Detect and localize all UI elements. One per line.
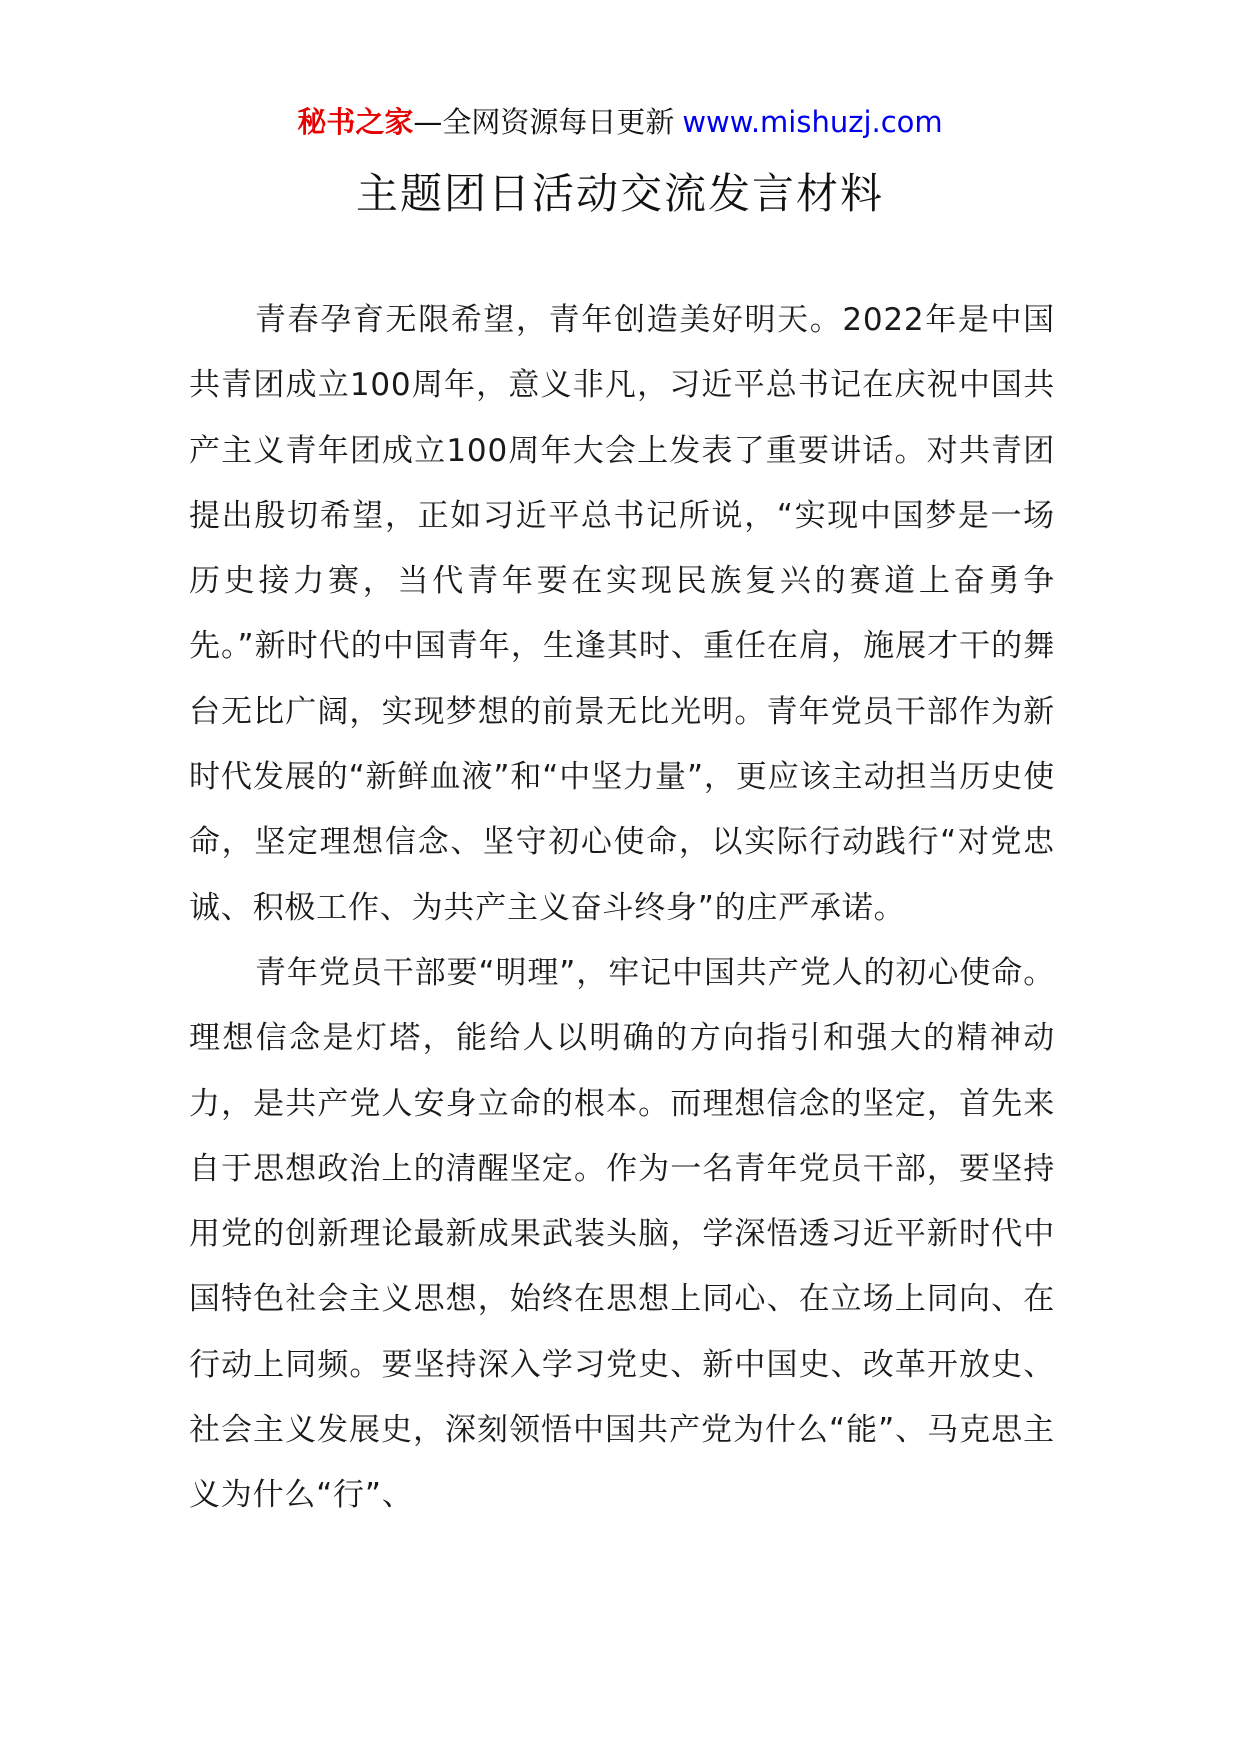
paragraph: 青春孕育无限希望，青年创造美好明天。2022年是中国共青团成立100周年，意义非凡，习近平总书记在庆祝中国共产主义青年团成立100周年大会上发表了重要讲话。对共青团提出殷切希望，正如习近平总书记所说，“实现中国梦是一场历史接力赛，当代青年要在实现民族复兴的赛道上奋勇争先。”新时代的中国青年，生逢其时、重任在肩，施展才干的舞台无比广阔，实现梦想的前景无比光明。青年党员干部作为新时代发展的“新鲜血液”和“中坚力量”，更应该主动担当历史使命，坚定理想信念、坚守初心使命，以实际行动践行“对党忠诚、积极工作、为共产主义奋斗终身”的庄严承诺。 (189, 302, 1055, 926)
header-tagline: —全网资源每日更新 (413, 105, 675, 139)
site-header (0, 100, 1240, 144)
document-title: 主题团日活动交流发言材料 (355, 169, 884, 218)
site-url-link[interactable]: www.mishuzj.com (682, 105, 943, 139)
paragraph: 青年党员干部要“明理”，牢记中国共产党人的初心使命。理想信念是灯塔，能给人以明确的方向指引和强大的精神动力，是共产党人安身立命的根本。而理想信念的坚定，首先来自于思想政治上的清醒坚定。作为一名青年党员干部，要坚持用党的创新理论最新成果武装头脑，学深悟透习近平新时代中国特色社会主义思想，始终在思想上同心、在立场上同向、在行动上同频。要坚持深入学习党史、新中国史、改革开放史、社会主义发展史，深刻领悟中国共产党为什么“能”、马克思主义为什么“行”、 (189, 954, 1055, 1514)
brand-name: 秘书之家 (297, 105, 414, 139)
document-body (189, 288, 1055, 1529)
